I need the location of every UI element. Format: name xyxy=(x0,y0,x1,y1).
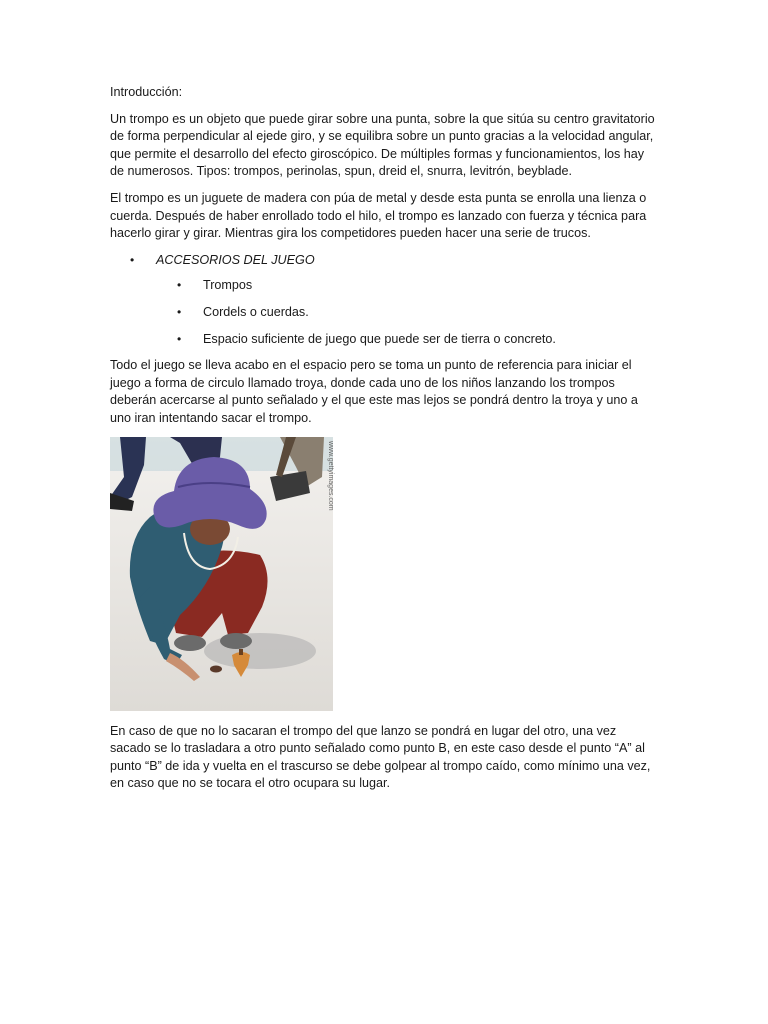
list-item xyxy=(110,304,658,322)
list-item-text: Espacio suficiente de juego que puede ser de tierra o concreto. xyxy=(203,331,556,346)
bullet-icon: • xyxy=(177,278,182,293)
game-continuation-paragraph: En caso de que no lo sacaran el trompo del que lanzo se pondrá en lugar del otro, una vez sacado se lo trasladara a otro punto señalado como punto B, en este caso desde el punto “A” al punto “B” de ida y vuelta en el trascurso se debe golpear al trompo caído, como mínimo una vez, en caso que no se tocara el otro ocupara su lugar. xyxy=(110,723,651,791)
list-item-text: Trompos xyxy=(203,278,253,293)
intro-heading: Introducción: xyxy=(110,85,183,99)
game-rules-paragraph: Todo el juego se lleva acabo en el espacio pero se toma un punto de referencia para iniciar el juego a forma de circulo llamado troya, donde cada uno de los niños lanzando los trompos deberán acercarse al punto señalado y el que este mas lejos se pondrá dentro la troya y uno a uno iran intentando sacar el trompo. xyxy=(110,358,638,425)
child-spinning-top-photo xyxy=(110,437,333,711)
accessories-list xyxy=(110,252,658,348)
accessories-section-title: ACCESORIOS DEL JUEGO xyxy=(156,252,315,267)
trompo-description-paragraph: El trompo es un juguete de madera con púa de metal y desde esta punta se enrolla una lienza o cuerda. Después de haber enrollado todo el hilo, el trompo es lanzado con fuerza y técnica para hacerlo girar y girar. Mientras gira los competidores pueden hacer una serie de trucos. xyxy=(110,190,647,241)
bullet-icon: • xyxy=(177,331,182,346)
accessories-sublist xyxy=(156,277,658,348)
bullet-icon: • xyxy=(177,304,182,319)
photo-illustration xyxy=(110,437,333,711)
bullet-icon: • xyxy=(130,252,135,267)
intro-paragraph: Un trompo es un objeto que puede girar sobre una punta, sobre la que sitúa su centro gravitatorio de forma perpendicular al ejede giro, y se equilibra sobre un punto gracias a la velocidad angular, que permite el desarrollo del efecto giroscópico. De múltiples formas y funcionamientos, los hay de numerosos. Tipos: trompos, perinolas, spun, dreid el, snurra, levitrón, beyblade. xyxy=(110,111,655,179)
list-item xyxy=(110,277,658,295)
accessories-section-item xyxy=(110,252,658,348)
photo-watermark: www.gettyimages.com xyxy=(327,440,334,511)
document-body xyxy=(110,84,658,802)
list-item xyxy=(110,331,658,349)
list-item-text: Cordels o cuerdas. xyxy=(203,304,309,319)
